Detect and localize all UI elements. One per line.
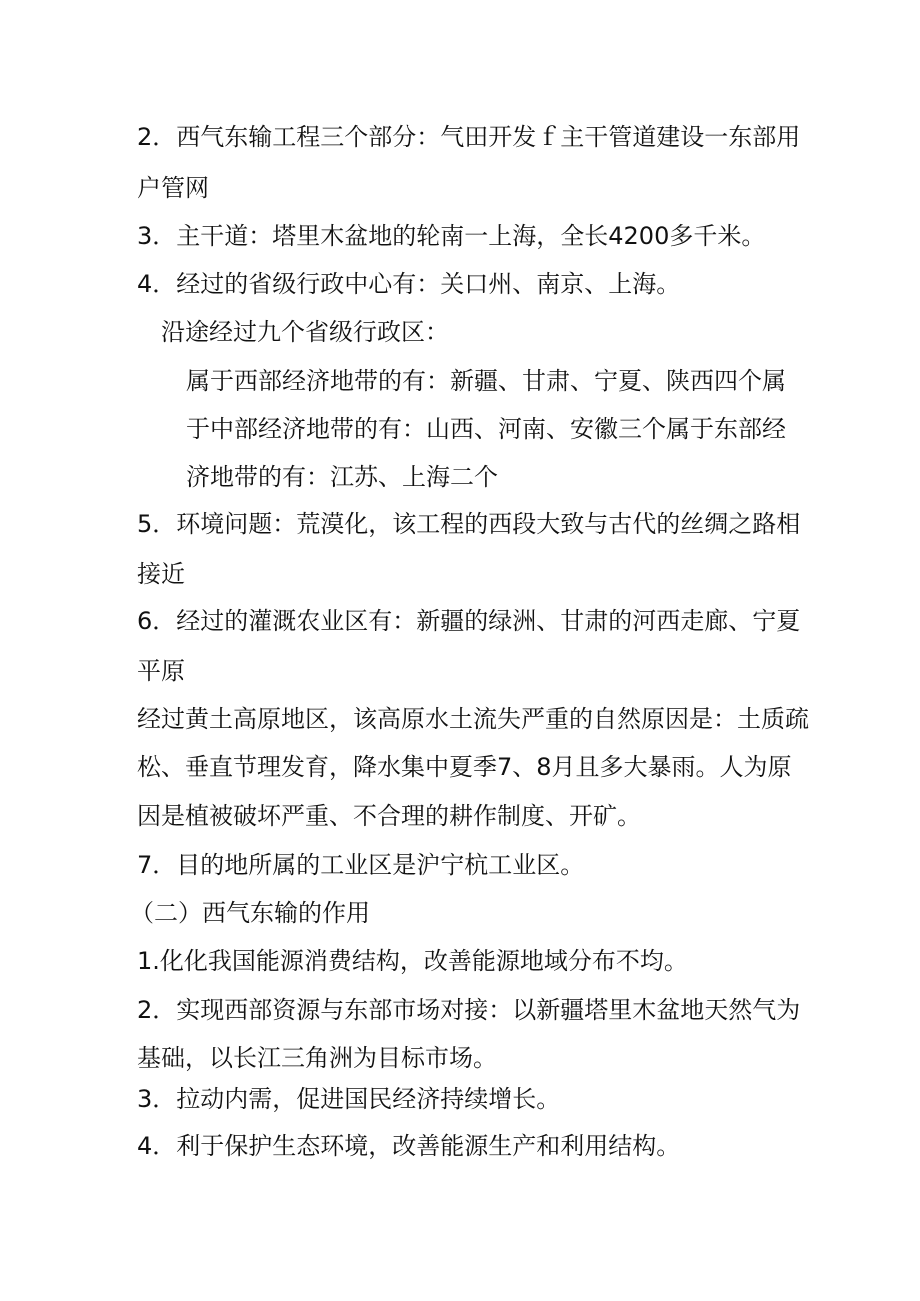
text-line-20: 基础，以长江三角洲为目标市场。	[137, 1044, 497, 1072]
text-line-10: 接近	[137, 560, 185, 588]
text-line-1: 2．西气东输工程三个部分：气田开发ｆ主干管道建设一东部用	[137, 123, 801, 151]
text-line-8: 济地带的有：江苏、上海二个	[186, 463, 498, 491]
text-line-15: 因是植被破坏严重、不合理的耕作制度、开矿。	[137, 802, 641, 830]
text-line-4: 4．经过的省级行政中心有：关口州、南京、上海。	[137, 270, 681, 298]
text-line-17: （二）西气东输的作用	[130, 899, 370, 927]
text-line-22: 4．利于保护生态环境，改善能源生产和利用结构。	[137, 1132, 681, 1160]
text-line-18: 1.化化我国能源消费结构，改善能源地域分布不均。	[137, 947, 688, 975]
text-line-9: 5．环境问题：荒漠化，该工程的西段大致与古代的丝绸之路相	[137, 510, 801, 538]
text-line-5: 沿途经过九个省级行政区：	[161, 318, 449, 346]
text-line-3: 3．主干道：塔里木盆地的轮南一上海，全长4200多千米。	[137, 222, 766, 250]
text-line-19: 2．实现西部资源与东部市场对接：以新疆塔里木盆地天然气为	[137, 996, 801, 1024]
text-line-14: 松、垂直节理发育，降水集中夏季7、8月且多大暴雨。人为原	[137, 753, 792, 781]
text-line-7: 于中部经济地带的有：山西、河南、安徽三个属于东部经	[186, 415, 786, 443]
text-line-12: 平原	[137, 657, 185, 685]
text-line-13: 经过黄土高原地区，该高原水土流失严重的自然原因是：土质疏	[137, 705, 809, 733]
text-line-6: 属于西部经济地带的有：新疆、甘肃、宁夏、陕西四个属	[186, 367, 786, 395]
text-line-16: 7．目的地所属的工业区是沪宁杭工业区。	[137, 851, 585, 879]
text-line-21: 3．拉动内需，促进国民经济持续增长。	[137, 1085, 561, 1113]
text-line-11: 6．经过的灌溉农业区有：新疆的绿洲、甘肃的河西走廊、宁夏	[137, 607, 801, 635]
text-line-2: 户管网	[137, 174, 209, 202]
